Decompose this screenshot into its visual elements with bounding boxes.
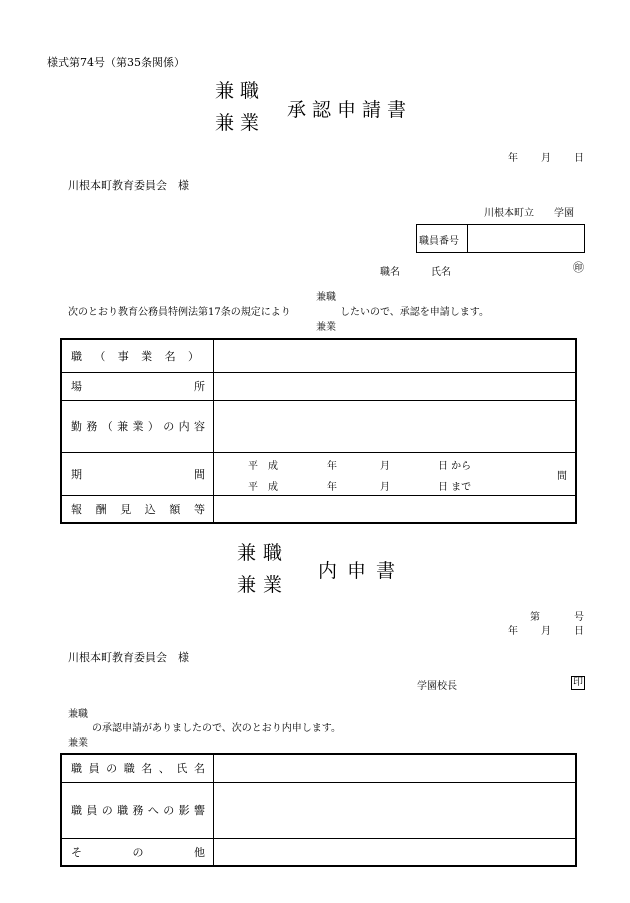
label-char: 務 [132,804,144,817]
period-year-2: 年 [327,481,337,493]
label-char: の [132,845,144,859]
period-month-1: 月 [380,460,390,472]
label-char: の [106,762,118,776]
label-char: 酬 [95,502,107,516]
label-char: 員 [88,762,100,776]
label-char: 等 [193,502,205,516]
remuneration-field[interactable] [214,495,577,523]
title2-stack-bottom: 兼業 [237,574,290,596]
row-label [61,782,214,838]
label-char: ） [147,420,159,433]
body2-text: の承認申請がありましたので、次のとおり内申します。 [92,723,341,734]
row-label [61,339,214,372]
label-char: 氏 [176,762,188,776]
date-month: 月 [541,153,551,164]
period-field[interactable] [214,452,577,495]
staff-name-field[interactable] [214,754,577,782]
label-char: 業 [132,420,144,433]
label-char: へ [147,804,159,817]
label-char: 職 [71,349,82,363]
addressee: 川根本町教育委員会 様 [68,179,189,192]
label-char: 名 [164,349,176,363]
date-year: 年 [508,153,518,164]
table-row [61,452,576,495]
label-char: （ [101,420,113,433]
label-char: 名 [193,762,205,776]
label-char: 込 [144,502,156,516]
body-text-post: したいので、承認を申請します。 [340,307,489,318]
stack-kengyo: 兼業 [316,322,336,333]
label-char: 所 [194,380,205,393]
job-name-field[interactable] [214,339,577,372]
period-day-from: 日 から [438,460,472,472]
seal-mark [573,263,583,273]
form1-title: 承認申請書 [287,99,413,121]
stack2-kenshoku: 兼職 [68,709,88,720]
number-prefix: 第 [530,612,540,623]
label-char: 員 [86,804,98,817]
row-label [61,838,214,866]
label-char: 職 [71,762,82,776]
form-number: 様式第74号（第35条関係） [47,56,185,69]
principal-label: 学園校長 [417,681,457,692]
label-char: 期 [71,467,82,481]
table-row [61,400,576,452]
date2-year: 年 [508,626,518,637]
label-char: 勤 [71,420,82,433]
date2-day: 日 [574,626,584,637]
date2-month: 月 [541,626,551,637]
label-char: 名 [141,762,153,776]
label-char: 職 [123,762,135,776]
staff-number-label: 職員番号 [419,236,459,247]
label-char: 他 [194,845,205,859]
seal-box: 印 [573,677,583,688]
table-row [61,495,576,523]
label-char: ） [187,349,199,363]
school-name: 川根本町立 学園 [484,208,574,219]
period-day-until: 日 まで [438,481,472,493]
row-label [61,754,214,782]
label-char: 場 [71,380,82,393]
row-label [61,372,214,400]
addressee-2: 川根本町教育委員会 様 [68,651,189,664]
table-row [61,754,576,782]
name-label: 氏名 [431,267,451,278]
number-suffix: 号 [574,612,584,623]
label-char: 内 [178,420,190,433]
label-char: 職 [71,804,82,817]
label-char: 事 [117,349,129,363]
period-suffix: 間 [557,470,567,482]
label-char: 間 [194,467,205,481]
label-char: の [101,804,113,817]
position-label: 職名 [380,267,400,278]
location-field[interactable] [214,372,577,400]
label-char: 報 [71,502,82,516]
title2-stack-top: 兼職 [237,542,290,564]
table-row [61,339,576,372]
seal-mark-text: ㊞ [573,261,584,274]
staff-number-box [416,224,585,253]
duty-impact-field[interactable] [214,782,577,838]
table-row [61,372,576,400]
row-label [61,495,214,523]
label-char: 業 [141,349,153,363]
label-char: 兼 [117,420,129,433]
title-stack-top: 兼職 [215,80,266,102]
other-field[interactable] [214,838,577,866]
label-char: 響 [194,804,205,817]
table-row [61,838,576,866]
label-char: の [163,420,175,433]
label-char: そ [71,845,82,859]
period-year-1: 年 [327,460,337,472]
row-label [61,400,214,452]
label-char: 職 [117,804,129,817]
report-table [60,753,577,867]
label-char: 見 [120,502,132,516]
label-char: 額 [169,502,181,516]
label-char: の [163,804,175,817]
staff-number-field[interactable] [469,227,581,249]
label-char: 影 [178,804,190,817]
table-row [61,782,576,838]
label-char: 容 [194,420,205,433]
date-day: 日 [574,153,584,164]
period-month-2: 月 [380,481,390,493]
body-text-pre: 次のとおり教育公務員特例法第17条の規定により [68,307,291,318]
label-char: 務 [86,420,98,433]
row-label [61,452,214,495]
label-char: 、 [158,762,170,776]
form2-title: 内申書 [318,560,406,582]
period-era-1: 平 成 [248,460,278,472]
stack-kenshoku: 兼職 [316,292,336,303]
stack2-kengyo: 兼業 [68,738,88,749]
title-stack-bottom: 兼業 [215,112,266,134]
label-char: （ [94,349,106,363]
application-table [60,338,577,524]
period-era-2: 平 成 [248,481,278,493]
staff-number-divider [467,225,468,252]
duty-content-field[interactable] [214,400,577,452]
